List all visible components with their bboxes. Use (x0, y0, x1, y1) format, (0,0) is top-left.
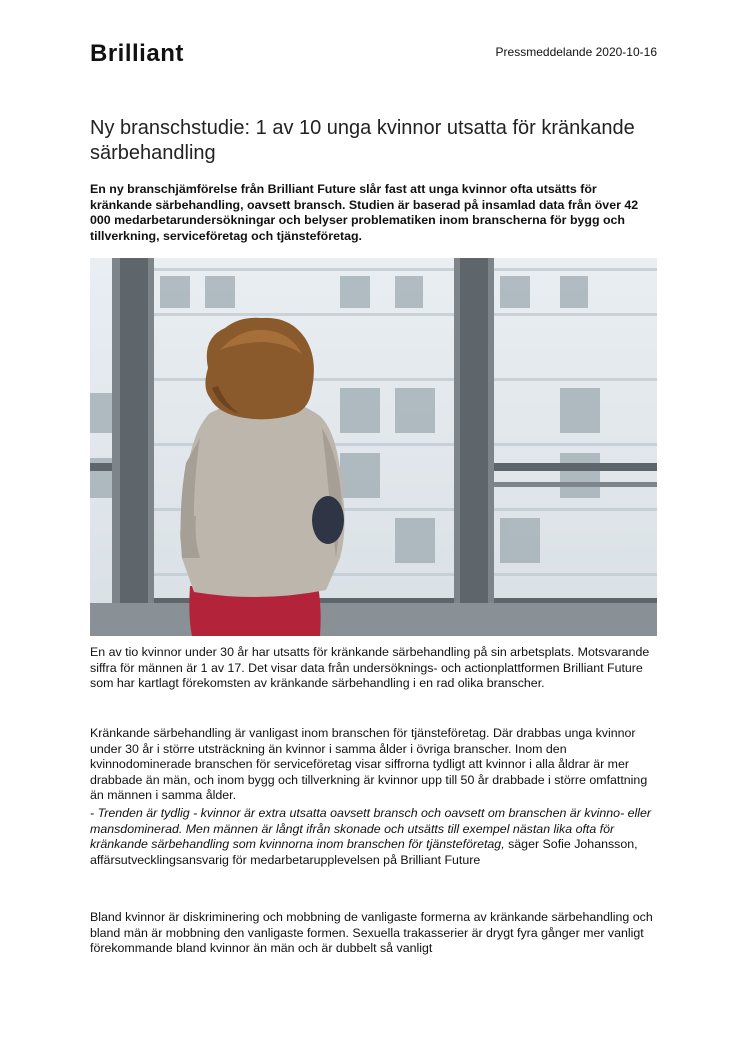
quote-attribution: säger Sofie Johansson, affärsutvecklingsansvarig för medarbetarupplevelsen på Brilliant Future (90, 837, 638, 867)
press-release-date: Pressmeddelande 2020-10-16 (495, 45, 657, 59)
body-paragraph-4: Bland kvinnor är diskriminering och mobbning de vanligaste formerna av kränkande särbehandling och bland män är mobbning den vanligaste formen. Sexuella trakasserier är drygt fyra gånger mer vanligt förekommande bland kvinnor än män och är dubbelt så vanligt (90, 910, 653, 955)
body-quote-paragraph (90, 806, 660, 868)
brand-logo: Brilliant (90, 40, 184, 67)
body-paragraph-1: En av tio kvinnor under 30 år har utsatts för kränkande särbehandling på sin arbetsplats. Motsvarande siffra för männen är 1 av 17. Det visar data från undersöknings- och actionplattformen Brilliant Future som har kartlagt förekomsten av kränkande särbehandling i en rad olika branscher. (90, 645, 650, 690)
hero-photo (90, 258, 657, 636)
lead-paragraph: En ny branschjämförelse från Brilliant Future slår fast att unga kvinnor ofta utsätts för kränkande särbehandling, oavsett bransch. Studien är baserad på insamlad data från över 42 000 medarbetarundersökningar och belyser problematiken inom branscherna för bygg och tillverkning, serviceföretag och tjänsteföretag. (90, 182, 639, 243)
headline: Ny branschstudie: 1 av 10 unga kvinnor utsatta för kränkande särbehandling (90, 117, 635, 164)
quote-text: - Trenden är tydlig - kvinnor är extra utsatta oavsett bransch och oavsett om branschen är kvinno- eller mansdominerad. Men männen är långt ifrån skonade och utsätts till exempel nästan lika ofta för kränkande särbehandling som kvinnorna inom branschen för tjänsteföretag, (90, 806, 652, 851)
body-paragraph-2: Kränkande särbehandling är vanligast inom branschen för tjänsteföretag. Där drabbas unga kvinnor under 30 år i större utsträckning än kvinnor i samma ålder i övriga branscher. Inom den kvinnodominerade branschen för serviceföretag visar siffrorna tydligt att kvinnor i alla åldrar är mer drabbade än män, och inom bygg och tillverkning är kvinnor upp till 50 år drabbade i större omfattning än männen i samma ålder. (90, 726, 648, 802)
